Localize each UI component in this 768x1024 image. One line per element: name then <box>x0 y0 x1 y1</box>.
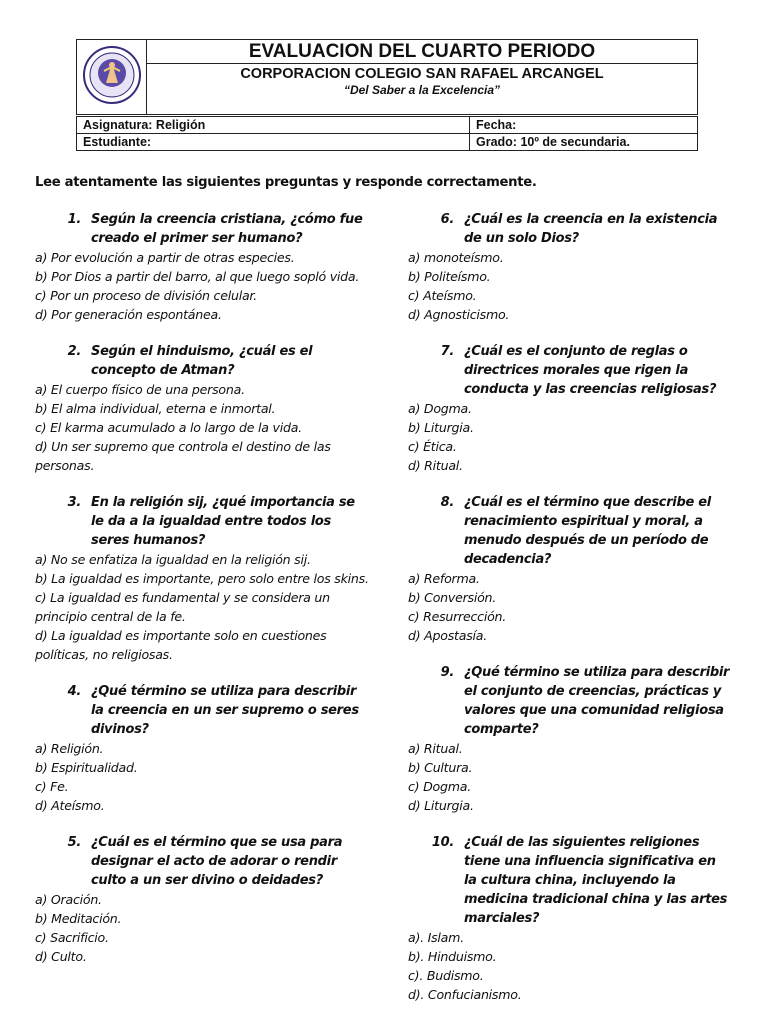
question-item <box>408 493 748 645</box>
question-text-row <box>408 210 748 248</box>
answer-option: b) El alma individual, eterna e inmortal. <box>35 401 276 416</box>
question-item <box>35 833 375 966</box>
answer-option: c). Budismo. <box>408 968 484 983</box>
answer-option: a). Islam. <box>408 930 464 945</box>
question-text-row <box>408 342 748 399</box>
question-number: 4. <box>67 684 81 699</box>
answer-option: c) Por un proceso de división celular. <box>35 288 257 303</box>
answer-option: a) Religión. <box>35 741 104 756</box>
question-text-row <box>35 210 375 248</box>
answer-option: b) La igualdad es importante, pero solo entre los skins. <box>35 571 369 586</box>
answer-option: d) Ritual. <box>408 458 463 473</box>
answer-option: d) Ateísmo. <box>35 798 105 813</box>
question-item <box>35 342 375 475</box>
question-item <box>35 210 375 324</box>
answer-option: a) monoteísmo. <box>408 250 504 265</box>
answer-option: c) Dogma. <box>408 779 471 794</box>
date-field: Fecha: <box>470 117 698 134</box>
answer-option: a) Por evolución a partir de otras especies. <box>35 250 295 265</box>
question-text-row <box>408 833 748 928</box>
info-table <box>76 116 698 151</box>
answer-option: d) Liturgia. <box>408 798 474 813</box>
question-text: En la religión sij, ¿qué importancia se le da a la igualdad entre todos los seres humanos? <box>91 495 355 548</box>
question-text-row <box>35 682 375 739</box>
answer-option: d) Agnosticismo. <box>408 307 510 322</box>
answer-option: c) Sacrificio. <box>35 930 109 945</box>
question-item <box>35 682 375 815</box>
answer-option: c) Ateísmo. <box>408 288 477 303</box>
question-item <box>408 210 748 324</box>
document-title: EVALUACION DEL CUARTO PERIODO <box>147 40 697 64</box>
header-table <box>76 39 698 115</box>
questions-left-column <box>35 210 375 984</box>
answer-option: d) Culto. <box>35 949 87 964</box>
question-text: ¿Cuál es el término que describe el renacimiento espiritual y moral, a menudo después de un período de decadencia? <box>464 495 711 567</box>
question-text: Según el hinduismo, ¿cuál es el concepto de Atman? <box>91 344 313 378</box>
question-number: 5. <box>67 835 81 850</box>
question-text: ¿Qué término se utiliza para describir el conjunto de creencias, prácticas y valores que una comunidad religiosa comparte? <box>464 665 730 737</box>
answer-option: a) El cuerpo físico de una persona. <box>35 382 245 397</box>
answer-option: b) Espiritualidad. <box>35 760 138 775</box>
question-item <box>35 493 375 664</box>
answer-option: b) Liturgia. <box>408 420 474 435</box>
title-cell <box>147 40 698 115</box>
answer-option: b) Cultura. <box>408 760 473 775</box>
answer-option: c) Fe. <box>35 779 69 794</box>
question-number: 2. <box>67 344 81 359</box>
answer-option: a) Oración. <box>35 892 102 907</box>
answer-option: c) Ética. <box>408 439 457 454</box>
answer-option: c) El karma acumulado a lo largo de la vida. <box>35 420 302 435</box>
answer-option: c) Resurrección. <box>408 609 507 624</box>
question-number: 10. <box>431 835 454 850</box>
question-number: 3. <box>67 495 81 510</box>
question-text-row <box>408 493 748 569</box>
student-field: Estudiante: <box>77 134 470 151</box>
answer-option: a) Reforma. <box>408 571 480 586</box>
subject-field: Asignatura: Religión <box>77 117 470 134</box>
answer-option: b) Por Dios a partir del barro, al que luego sopló vida. <box>35 269 360 284</box>
question-number: 6. <box>440 212 454 227</box>
question-text: ¿Cuál de las siguientes religiones tiene una influencia significativa en la cultura china, incluyendo la medicina tradicional china y las artes marciales? <box>464 835 728 926</box>
answer-option: b) Politeísmo. <box>408 269 491 284</box>
question-number: 8. <box>440 495 454 510</box>
question-item <box>408 663 748 815</box>
question-text: Según la creencia cristiana, ¿cómo fue creado el primer ser humano? <box>91 212 363 246</box>
answer-option: b) Conversión. <box>408 590 497 605</box>
question-item <box>408 342 748 475</box>
question-number: 1. <box>67 212 81 227</box>
answer-option: b). Hinduismo. <box>408 949 497 964</box>
question-text: ¿Cuál es el término que se usa para designar el acto de adorar o rendir culto a un ser divino o deidades? <box>91 835 343 888</box>
school-logo <box>82 45 142 105</box>
question-text-row <box>35 342 375 380</box>
school-name: CORPORACION COLEGIO SAN RAFAEL ARCANGEL <box>240 66 604 82</box>
answer-option: d) La igualdad es importante solo en cuestiones políticas, no religiosas. <box>35 628 327 662</box>
question-text: ¿Cuál es la creencia en la existencia de un solo Dios? <box>464 212 718 246</box>
grade-field: Grado: 10º de secundaria. <box>470 134 698 151</box>
questions-right-column <box>408 210 748 1022</box>
answer-option: a) No se enfatiza la igualdad en la religión sij. <box>35 552 311 567</box>
school-motto: “Del Saber a la Excelencia” <box>343 83 501 97</box>
instructions: Lee atentamente las siguientes preguntas y responde correctamente. <box>35 175 537 190</box>
answer-option: a) Dogma. <box>408 401 472 416</box>
answer-option: d) Apostasía. <box>408 628 487 643</box>
question-text: ¿Qué término se utiliza para describir la creencia en un ser supremo o seres divinos? <box>91 684 359 737</box>
answer-option: d). Confucianismo. <box>408 987 522 1002</box>
logo-cell <box>77 40 147 115</box>
question-item <box>408 833 748 1004</box>
answer-option: c) La igualdad es fundamental y se considera un principio central de la fe. <box>35 590 330 624</box>
question-text: ¿Cuál es el conjunto de reglas o directrices morales que rigen la conducta y las creencias religiosas? <box>464 344 717 397</box>
answer-option: d) Por generación espontánea. <box>35 307 222 322</box>
question-text-row <box>35 493 375 550</box>
answer-option: d) Un ser supremo que controla el destino de las personas. <box>35 439 331 473</box>
answer-option: b) Meditación. <box>35 911 122 926</box>
question-text-row <box>408 663 748 739</box>
question-number: 7. <box>440 344 454 359</box>
answer-option: a) Ritual. <box>408 741 463 756</box>
question-number: 9. <box>440 665 454 680</box>
question-text-row <box>35 833 375 890</box>
